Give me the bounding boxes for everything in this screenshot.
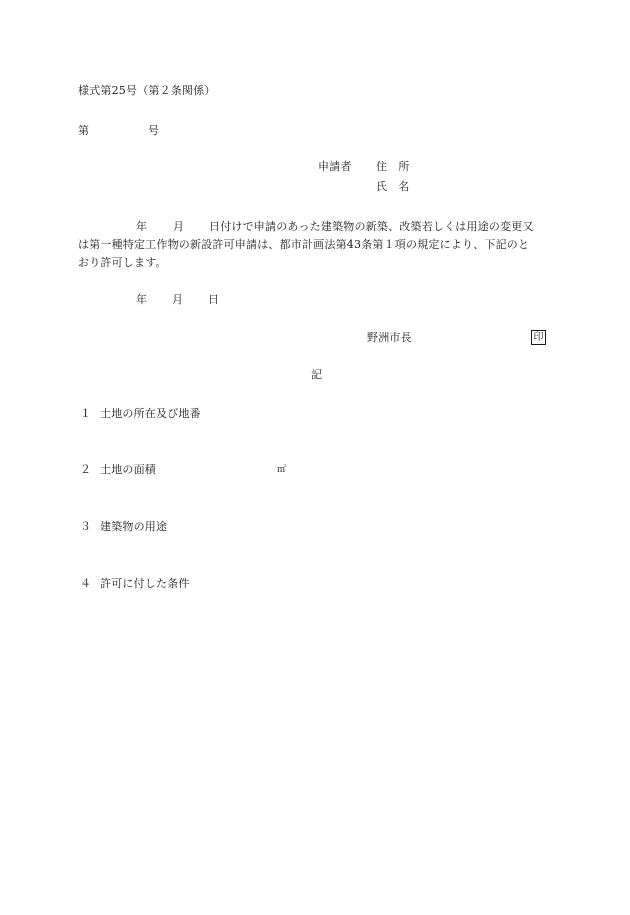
form-number: 様式第25号（第２条関係） (78, 84, 216, 97)
item-3-number: ３ (80, 520, 92, 533)
body-day-text: 日付けで申請のあった建築物の新築、改築若しくは用途の変更又 (209, 220, 534, 233)
body-line-3: おり許可します。 (78, 256, 167, 269)
body-line-2: は第一種特定工作物の新設許可申請は、都市計画法第43条第１項の規定により、下記のと (78, 238, 530, 251)
item-4-number: ４ (80, 577, 92, 590)
item-2-number: ２ (80, 463, 92, 476)
applicant-label: 申請者 (318, 160, 352, 173)
body-month: 月 (173, 220, 185, 233)
date-month: 月 (172, 293, 184, 306)
doc-number-prefix: 第 (78, 124, 90, 137)
seal-mark: 印 (531, 330, 546, 345)
issuer-title: 野洲市長 (367, 331, 412, 344)
ki-heading: 記 (311, 368, 323, 381)
item-4-label: 許可に付した条件 (100, 577, 190, 590)
item-3-label: 建築物の用途 (100, 520, 168, 533)
item-1-number: １ (80, 407, 92, 420)
body-year: 年 (136, 220, 148, 233)
date-day: 日 (208, 293, 220, 306)
doc-number-suffix: 号 (148, 124, 160, 137)
name-label: 氏 名 (376, 180, 410, 193)
item-2-unit: ㎡ (277, 465, 287, 475)
address-label: 住 所 (376, 160, 410, 173)
date-year: 年 (136, 293, 148, 306)
item-1-label: 土地の所在及び地番 (100, 407, 201, 420)
item-2-label: 土地の面積 (100, 463, 156, 476)
body-paragraph (78, 216, 554, 269)
